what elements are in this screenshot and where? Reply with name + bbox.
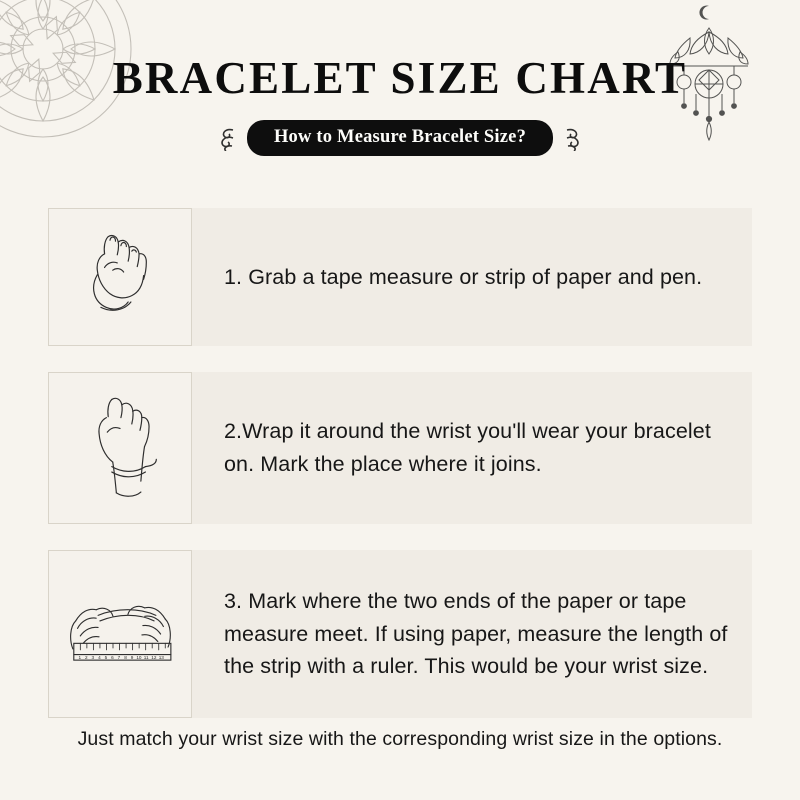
list-item <box>48 550 752 718</box>
svg-text:12: 12 <box>151 655 157 661</box>
svg-text:11: 11 <box>143 655 149 661</box>
hand-wrist-wrapped-tape-illustration <box>48 372 192 524</box>
hands-measuring-with-ruler-illustration <box>48 550 192 718</box>
svg-text:7: 7 <box>117 655 121 661</box>
steps-list <box>48 208 752 744</box>
list-item <box>48 208 752 346</box>
step-1-text: 1. Grab a tape measure or strip of paper and pen. <box>224 264 703 289</box>
step-3-text: 3. Mark where the two ends of the paper or tape measure meet. If using paper, measure the length of the strip with a ruler. This would be your wrist size. <box>224 588 728 679</box>
svg-text:3: 3 <box>91 655 95 661</box>
svg-text:6: 6 <box>111 655 114 661</box>
swirl-ornament-right <box>562 125 588 151</box>
svg-text:13: 13 <box>158 655 164 661</box>
page-title: BRACELET SIZE CHART <box>112 53 688 103</box>
svg-text:9: 9 <box>130 655 134 661</box>
svg-text:8: 8 <box>124 655 127 661</box>
svg-text:4: 4 <box>98 655 101 661</box>
svg-text:2: 2 <box>85 655 88 661</box>
swirl-ornament-left <box>212 125 238 151</box>
subtitle-pill: How to Measure Bracelet Size? <box>247 120 553 156</box>
list-item <box>48 372 752 524</box>
page-header <box>0 53 800 156</box>
svg-text:10: 10 <box>136 655 142 661</box>
subtitle-row <box>0 120 800 156</box>
hand-holding-tape-illustration <box>48 208 192 346</box>
footnote: Just match your wrist size with the corresponding wrist size in the options. <box>77 728 723 750</box>
step-2-text: 2.Wrap it around the wrist you'll wear your bracelet on. Mark the place where it joins. <box>224 419 711 476</box>
svg-text:5: 5 <box>104 655 108 661</box>
svg-text:1: 1 <box>78 655 82 661</box>
